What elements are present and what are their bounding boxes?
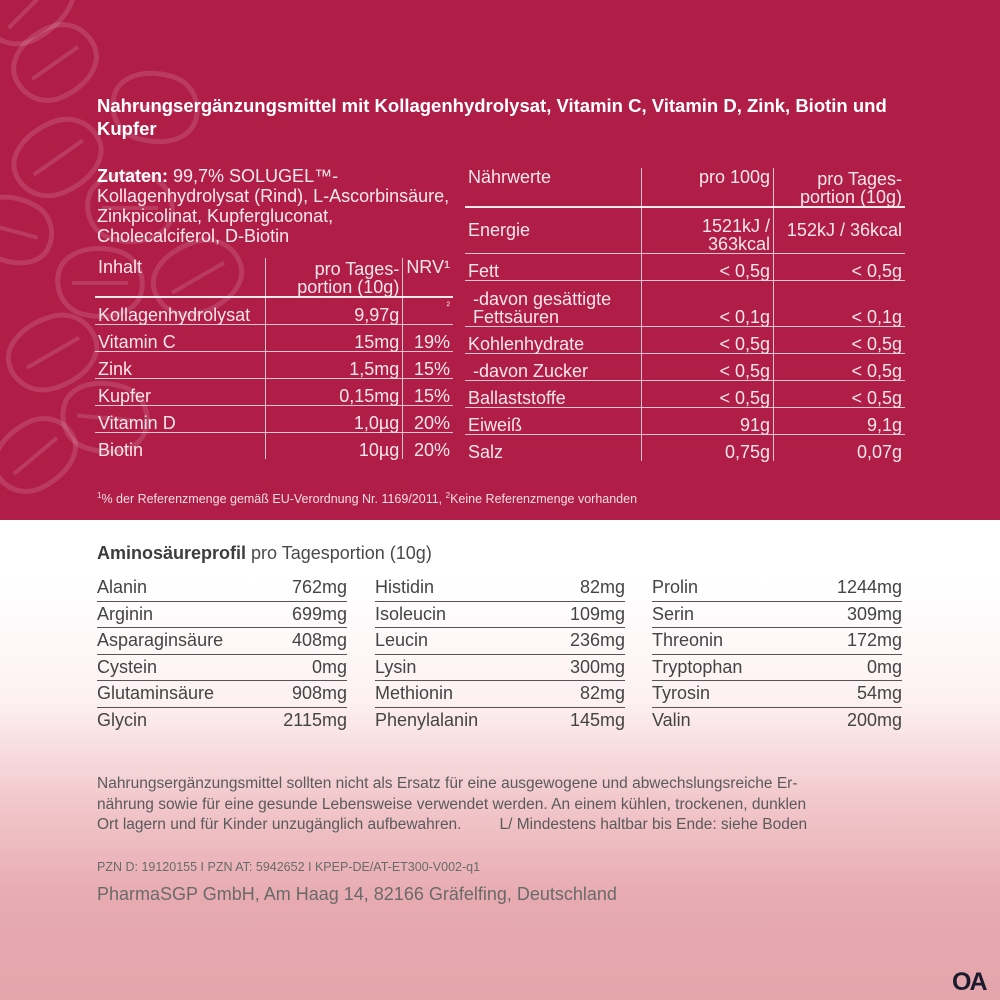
oa-logo-icon: OA	[952, 968, 986, 996]
ingredients-label: Zutaten:	[97, 166, 168, 186]
list-item: Glutaminsäure 908mg	[97, 682, 347, 708]
list-item: Arginin 699mg	[97, 603, 347, 629]
ingredients	[97, 166, 457, 246]
list-item: Leucin 236mg	[375, 629, 625, 655]
table-row: -davon gesättigte Fettsäuren < 0,1g < 0,1g	[465, 280, 905, 326]
footnote: $^1$% der Referenzmenge gemäß EU-Verordnung Nr. 1169/2011, $^2$Keine Referenzmenge vorhanden	[97, 491, 638, 507]
table-row: -davon Zucker < 0,5g < 0,5g	[465, 353, 905, 380]
table-row: Biotin 10µg 20%	[95, 432, 453, 459]
table-row: Energie 1521kJ / 363kcal 152kJ / 36kcal	[465, 207, 905, 253]
list-item: Phenylalanin 145mg	[375, 709, 625, 730]
header-naehrwerte: Nährwerte	[468, 167, 552, 187]
table-row: Ballaststoffe < 0,5g < 0,5g	[465, 380, 905, 407]
list-item: Prolin 1244mg	[652, 576, 902, 602]
list-item: Alanin 762mg	[97, 576, 347, 602]
table-row: Kollagenhydrolysat 9,97g ²	[95, 297, 453, 324]
list-item: Tyrosin 54mg	[652, 682, 902, 708]
table-row: Fett < 0,5g < 0,5g	[465, 253, 905, 280]
list-item: Threonin 172mg	[652, 629, 902, 655]
table-row: Salz 0,75g 0,07g	[465, 434, 905, 461]
table-row: Kohlenhydrate < 0,5g < 0,5g	[465, 326, 905, 353]
product-codes: PZN D: 19120155 I PZN AT: 5942652 I KPEP-DE/AT-ET300-V002-q1	[97, 860, 481, 874]
list-item: Serin 309mg	[652, 603, 902, 629]
header-nrv: NRV¹	[403, 258, 453, 297]
table-row: Vitamin C 15mg 19%	[95, 324, 453, 351]
list-item: Valin 200mg	[652, 709, 902, 730]
best-before-note: L/ Mindestens haltbar bis Ende: siehe Boden	[499, 816, 808, 833]
header-per-day: pro Tages-portion (10g)	[774, 168, 906, 207]
table-row: Eiweiß 91g 9,1g	[465, 407, 905, 434]
table-row: Zink 1,5mg 15%	[95, 351, 453, 378]
amino-column-3	[652, 576, 902, 735]
product-title: Nahrungsergänzungsmittel mit Kollagenhydrolysat, Vitamin C, Vitamin D, Zink, Biotin und Kupfer	[97, 95, 887, 139]
list-item: Histidin 82mg	[375, 576, 625, 602]
list-item: Lysin 300mg	[375, 656, 625, 682]
company-address: PharmaSGP GmbH, Am Haag 14, 82166 Gräfelfing, Deutschland	[97, 884, 617, 904]
ingredients-text: 99,7% SOLUGEL™-Kollagenhydrolysat (Rind), L-Ascorbinsäure, Zinkpicolinat, Kupfergluconat, Cholecalciferol, D-Biotin	[97, 166, 450, 246]
content-table-header	[95, 258, 453, 297]
list-item: Glycin 2115mg	[97, 709, 347, 730]
nutrition-table	[465, 168, 905, 461]
list-item: Methionin 82mg	[375, 682, 625, 708]
header-per-day: pro Tages-portion (10g)	[266, 258, 403, 297]
amino-profile-title: Aminosäureprofil pro Tagesportion (10g)	[97, 543, 432, 563]
amino-column-2	[375, 576, 625, 735]
disclaimer: Nahrungsergänzungsmittel sollten nicht als Ersatz für eine ausgewogene und abwechslungsreiche Er- nährung sowie für eine gesunde Lebensweise verwendet werden. An einem kühlen, trockenen, dunklen Ort lagern und für Kinder unzugänglich aufbewahren. L/ Mindestens haltbar bis Ende: siehe Boden	[97, 775, 808, 833]
header-inhalt: Inhalt	[98, 257, 143, 277]
list-item: Tryptophan 0mg	[652, 656, 902, 682]
table-row: Kupfer 0,15mg 15%	[95, 378, 453, 405]
amino-column-1	[97, 576, 347, 735]
list-item: Isoleucin 109mg	[375, 603, 625, 629]
table-row: Vitamin D 1,0µg 20%	[95, 405, 453, 432]
list-item: Cystein 0mg	[97, 656, 347, 682]
content-table	[95, 258, 453, 459]
list-item: Asparaginsäure 408mg	[97, 629, 347, 655]
nutrition-table-header	[465, 168, 905, 207]
header-per-100g: pro 100g	[642, 168, 774, 207]
